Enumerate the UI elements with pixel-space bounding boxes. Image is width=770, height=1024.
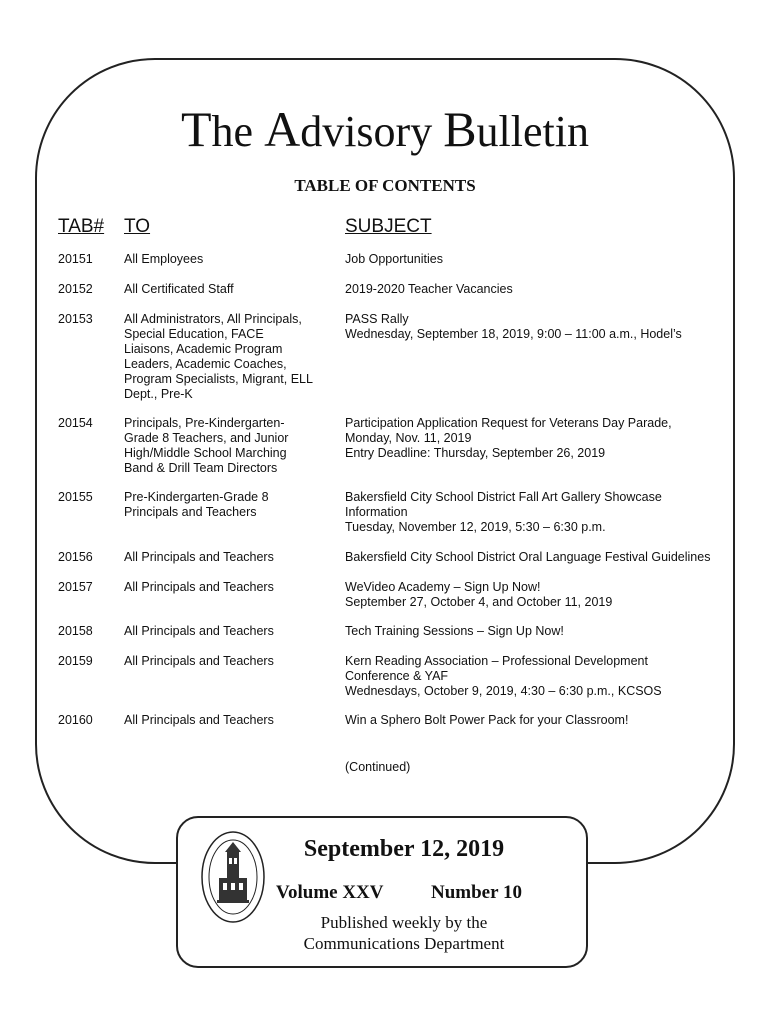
toc-heading: TABLE OF CONTENTS xyxy=(294,176,476,195)
toc-recipients-line: Grade 8 Teachers, and Junior xyxy=(124,431,289,445)
toc-subject-line: Job Opportunities xyxy=(345,252,443,266)
toc-tab-number: 20152 xyxy=(58,282,93,296)
toc-tab-number: 20155 xyxy=(58,490,93,504)
toc-recipients-line: Band & Drill Team Directors xyxy=(124,461,278,475)
toc-tab-number: 20158 xyxy=(58,624,93,638)
toc-subject-line: WeVideo Academy – Sign Up Now! xyxy=(345,580,541,594)
toc-recipients-line: Liaisons, Academic Program xyxy=(124,342,283,356)
toc-subject xyxy=(345,624,735,639)
continued-note: (Continued) xyxy=(345,760,411,774)
toc-subject xyxy=(345,312,735,342)
toc-recipients-line: Principals, Pre-Kindergarten- xyxy=(124,416,285,430)
toc-subject-line: 2019-2020 Teacher Vacancies xyxy=(345,282,513,296)
toc-subject xyxy=(345,654,735,699)
toc-recipients-line: All Certificated Staff xyxy=(124,282,234,296)
toc-tab-number: 20151 xyxy=(58,252,93,266)
toc-recipients xyxy=(124,312,334,402)
toc-subject-line: Wednesdays, October 9, 2019, 4:30 – 6:30 p.m., KCSOS xyxy=(345,684,662,698)
toc-recipients-line: Leaders, Academic Coaches, xyxy=(124,357,287,371)
toc-subject xyxy=(345,252,735,267)
toc-recipients xyxy=(124,624,334,639)
footer-box xyxy=(176,816,588,968)
toc-subject-line: Conference & YAF xyxy=(345,669,449,683)
toc-recipients-line: Special Education, FACE xyxy=(124,327,264,341)
toc-subject-line: Win a Sphero Bolt Power Pack for your Classroom! xyxy=(345,713,629,727)
toc-subject-line: Information xyxy=(345,505,408,519)
toc-recipients-line: All Principals and Teachers xyxy=(124,624,274,638)
column-header-tab: TAB# xyxy=(58,216,105,237)
toc-subject xyxy=(345,416,735,461)
number-label: Number 10 xyxy=(431,882,522,903)
toc-subject xyxy=(345,713,735,728)
toc-recipients-line: All Principals and Teachers xyxy=(124,580,274,594)
toc-subject-line: September 27, October 4, and October 11, 2019 xyxy=(345,595,613,609)
toc-subject-line: PASS Rally xyxy=(345,312,409,326)
toc-subject-line: Bakersfield City School District Oral Language Festival Guidelines xyxy=(345,550,711,564)
toc-recipients xyxy=(124,654,334,669)
toc-tab-number: 20154 xyxy=(58,416,93,430)
toc-tab-number: 20160 xyxy=(58,713,93,727)
toc-subject xyxy=(345,282,735,297)
toc-recipients xyxy=(124,580,334,595)
toc-recipients-line: Program Specialists, Migrant, ELL xyxy=(124,372,313,386)
toc-subject-line: Entry Deadline: Thursday, September 26, 2019 xyxy=(345,446,606,460)
toc-recipients-line: Principals and Teachers xyxy=(124,505,257,519)
publisher-note: Published weekly by the Communications Department xyxy=(303,913,505,953)
toc-tab-number: 20156 xyxy=(58,550,93,564)
toc-recipients-line: All Principals and Teachers xyxy=(124,713,274,727)
toc-subject-line: Bakersfield City School District Fall Art Gallery Showcase xyxy=(345,490,662,504)
toc-recipients xyxy=(124,713,334,728)
toc-subject-line: Wednesday, September 18, 2019, 9:00 – 11:00 a.m., Hodel’s xyxy=(345,327,682,341)
toc-recipients xyxy=(124,252,334,267)
toc-subject xyxy=(345,580,735,610)
column-header-to: TO xyxy=(124,216,151,237)
bulletin-title: The Advisory Bulletin xyxy=(181,101,589,157)
toc-recipients xyxy=(124,416,334,476)
issue-date: September 12, 2019 xyxy=(303,836,505,862)
toc-tab-number: 20157 xyxy=(58,580,93,594)
toc-recipients-line: All Principals and Teachers xyxy=(124,654,274,668)
toc-subject-line: Tuesday, November 12, 2019, 5:30 – 6:30 p.m. xyxy=(345,520,606,534)
column-header-subject: SUBJECT xyxy=(345,216,432,237)
toc-subject-line: Kern Reading Association – Professional Development xyxy=(345,654,648,668)
toc-subject xyxy=(345,490,735,535)
toc-recipients-line: Pre-Kindergarten-Grade 8 xyxy=(124,490,269,504)
toc-recipients xyxy=(124,550,334,565)
toc-recipients-line: High/Middle School Marching xyxy=(124,446,287,460)
toc-recipients xyxy=(124,490,334,520)
toc-tab-number: 20153 xyxy=(58,312,93,326)
toc-recipients-line: All Employees xyxy=(124,252,204,266)
toc-subject-line: Tech Training Sessions – Sign Up Now! xyxy=(345,624,564,638)
toc-tab-number: 20159 xyxy=(58,654,93,668)
toc-subject-line: Participation Application Request for Veterans Day Parade, xyxy=(345,416,672,430)
toc-subject-line: Monday, Nov. 11, 2019 xyxy=(345,431,472,445)
toc-subject xyxy=(345,550,735,565)
toc-recipients-line: Dept., Pre-K xyxy=(124,387,193,401)
volume-label: Volume XXV xyxy=(276,882,384,903)
toc-recipients-line: All Principals and Teachers xyxy=(124,550,274,564)
toc-recipients xyxy=(124,282,334,297)
toc-recipients-line: All Administrators, All Principals, xyxy=(124,312,302,326)
